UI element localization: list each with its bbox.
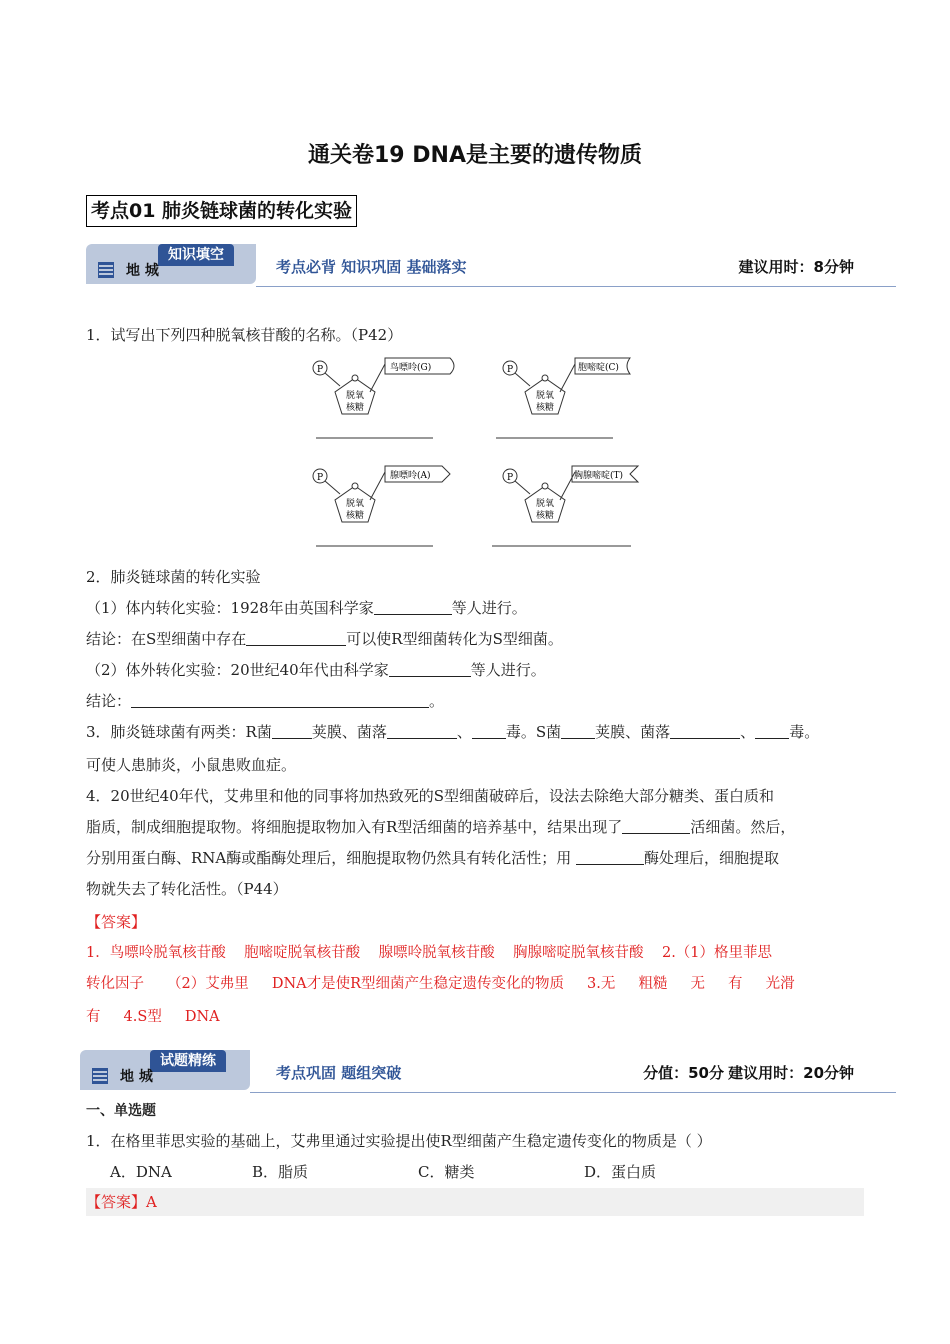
question-1: 1．试写出下列四种脱氧核苷酸的名称。（P42） [86, 326, 403, 344]
banner-time: 建议用时：20分钟 [728, 1064, 854, 1082]
svg-text:P: P [506, 473, 514, 483]
nucleotide-diagram-t [503, 466, 638, 522]
option-d[interactable]: D．蛋白质 [584, 1163, 657, 1181]
banner-tab-small: 地 城 [120, 1069, 153, 1085]
section-heading: 考点01 肺炎链球菌的转化实验 [86, 195, 357, 227]
blank[interactable] [755, 720, 789, 739]
svg-text:P: P [316, 473, 324, 483]
question-2-line4: 结论： 。 [86, 686, 444, 717]
nucleotide-diagrams [300, 352, 680, 552]
svg-text:胸腺嘧啶(T): 胸腺嘧啶(T) [574, 471, 624, 481]
svg-text:P: P [506, 365, 514, 375]
section-single-choice: 一、单选题 [86, 1103, 156, 1119]
svg-text:腺嘌呤(A): 腺嘌呤(A) [390, 471, 431, 481]
blank[interactable] [131, 689, 429, 708]
nucleotide-diagram-g [313, 358, 454, 414]
blank[interactable] [472, 720, 506, 739]
svg-text:核糖: 核糖 [345, 511, 365, 521]
option-a[interactable]: A．DNA [110, 1163, 172, 1181]
question-3-line2: 可使人患肺炎，小鼠患败血症。 [86, 756, 297, 774]
blank[interactable] [670, 720, 740, 739]
question-2-head: 2．肺炎链球菌的转化实验 [86, 568, 261, 586]
phosphate-label: P [316, 365, 324, 375]
svg-text:脱氧: 脱氧 [535, 499, 555, 509]
question-2-line3: （2）体外转化实验：20世纪40年代由科学家 等人进行。 [86, 655, 546, 686]
question-4-line3: 分别用蛋白酶、RNA酶或酯酶处理后，细胞提取物仍然具有转化活性；用 酶处理后，细胞提取 [86, 843, 779, 874]
banner-knowledge [86, 244, 896, 288]
svg-text:脱氧: 脱氧 [535, 391, 555, 401]
blank[interactable] [387, 720, 457, 739]
mc-question: 1．在格里菲思实验的基础上，艾弗里通过实验提出使R型细菌产生稳定遗传变化的物质是（ ） [86, 1132, 712, 1150]
blank[interactable] [246, 627, 346, 646]
blank[interactable] [622, 815, 690, 834]
blank[interactable] [389, 658, 471, 677]
book-icon [98, 262, 114, 278]
answer-line3: 有 4.S型 DNA [86, 1009, 220, 1025]
banner-divider [250, 1092, 896, 1093]
sugar-label-bottom: 核糖 [345, 403, 365, 413]
page-title: 通关卷19 DNA是主要的遗传物质 [308, 143, 642, 168]
banner-slogan: 考点必背 知识巩固 基础落实 [276, 258, 467, 276]
sugar-label-top: 脱氧 [345, 391, 365, 401]
nucleotide-diagram-c [503, 358, 630, 414]
svg-text:胞嘧啶(C): 胞嘧啶(C) [578, 363, 619, 373]
question-3-line1: 3．肺炎链球菌有两类：R菌 荚膜、菌落 、 毒。S菌 荚膜、菌落 、 毒。 [86, 717, 819, 748]
blank[interactable] [561, 720, 595, 739]
banner-time: 建议用时：8分钟 [738, 258, 854, 276]
svg-text:核糖: 核糖 [535, 511, 555, 521]
answer-line2: 转化因子 （2）艾弗里 DNA才是使R型细菌产生稳定遗传变化的物质 3.无 粗糙 无 有 光滑 [86, 976, 795, 992]
banner-slogan: 考点巩固 题组突破 [276, 1064, 402, 1082]
nucleotide-diagram-a [313, 466, 450, 522]
banner-divider [256, 286, 896, 287]
base-label: 鸟嘌呤(G) [390, 363, 432, 373]
banner-tab-label: 知识填空 [158, 244, 234, 266]
question-2-line1: （1）体内转化实验：1928年由英国科学家 等人进行。 [86, 593, 527, 624]
banner-tab-small: 地 城 [126, 263, 159, 279]
answer-label: 【答案】 [86, 913, 147, 931]
svg-text:核糖: 核糖 [535, 403, 555, 413]
blank[interactable] [576, 846, 644, 865]
option-c[interactable]: C．糖类 [418, 1163, 475, 1181]
answer-line1: 1．鸟嘌呤脱氧核苷酸 胞嘧啶脱氧核苷酸 腺嘌呤脱氧核苷酸 胸腺嘧啶脱氧核苷酸 2.（1）格里菲思 [86, 945, 773, 961]
question-4-line1: 4．20世纪40年代，艾弗里和他的同事将加热致死的S型细菌破碎后，设法去除绝大部分糖类、蛋白质和 [86, 787, 774, 805]
banner-tab-label: 试题精练 [150, 1050, 226, 1072]
banner-exercise [80, 1050, 896, 1094]
option-b[interactable]: B．脂质 [252, 1163, 309, 1181]
question-4-line2: 脂质，制成细胞提取物。将细胞提取物加入有R型活细菌的培养基中，结果出现了 活细菌。然后， [86, 812, 795, 843]
answer-background [86, 1188, 864, 1216]
blank[interactable] [374, 596, 452, 615]
mc-answer: 【答案】A [86, 1193, 157, 1211]
blank[interactable] [272, 720, 312, 739]
question-2-line2: 结论：在S型细菌中存在 可以使R型细菌转化为S型细菌。 [86, 624, 563, 655]
svg-text:脱氧: 脱氧 [345, 499, 365, 509]
banner-score: 分值：50分 [643, 1064, 724, 1082]
question-4-line4: 物就失去了转化活性。（P44） [86, 880, 288, 898]
book-icon [92, 1068, 108, 1084]
